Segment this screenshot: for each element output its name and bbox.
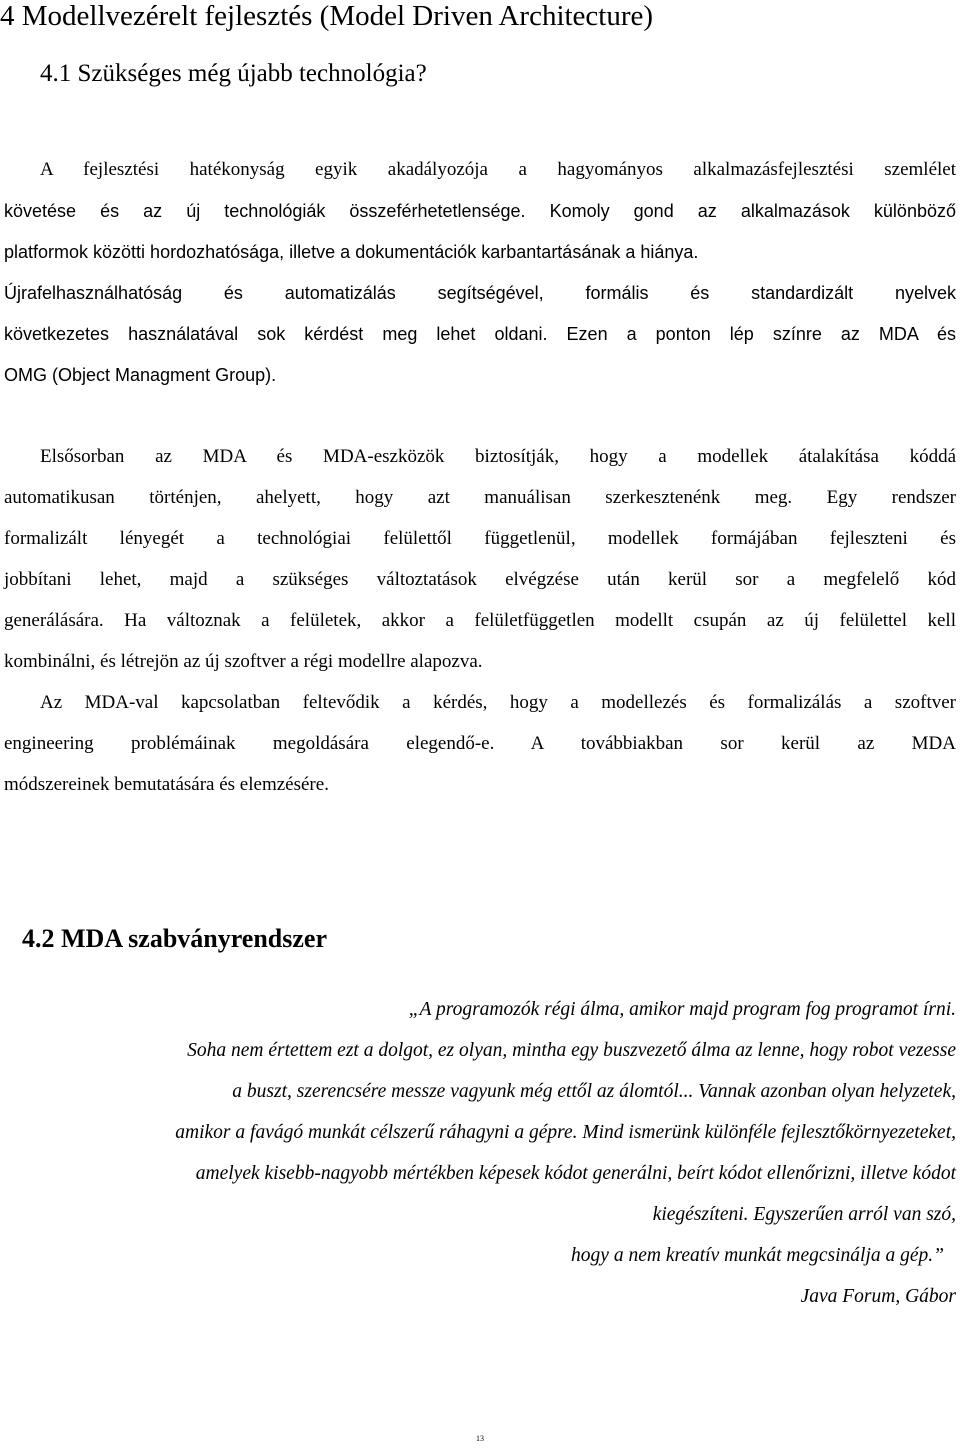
quote-line-2: Soha nem értettem ezt a dolgot, ez olyan, mintha egy buszvezető álma az lenne, hogy robot vezesse <box>187 1040 956 1061</box>
paragraph-3-line-1: Az MDA-val kapcsolatban feltevődik a kérdés, hogy a modellezés és formalizálás a szoftver <box>40 692 956 713</box>
chapter-heading: 4 Modellvezérelt fejlesztés (Model Driven Architecture) <box>0 0 654 32</box>
section-heading-4-2: 4.2 MDA szabványrendszer <box>22 924 328 953</box>
quote-line-5: amelyek kisebb-nagyobb mértékben képesek kódot generálni, beírt kódot ellenőrizni, illetve kódot <box>195 1163 956 1184</box>
paragraph-1-line-1: A fejlesztési hatékonyság egyik akadályozója a hagyományos alkalmazásfejlesztési szemlélet <box>40 159 956 180</box>
paragraph-2-line-6: kombinálni, és létrejön az új szoftver a régi modellre alapozva. <box>4 651 483 672</box>
paragraph-1-line-3: platformok közötti hordozhatósága, illetve a dokumentációk karbantartásának a hiánya. <box>4 242 699 262</box>
paragraph-1-line-4: Újrafelhasználhatóság és automatizálás segítségével, formális és standardizált nyelvek <box>4 283 956 303</box>
paragraph-1-line-2: követése és az új technológiák összeférhetetlensége. Komoly gond az alkalmazások különböző <box>4 201 956 221</box>
paragraph-1-line-5: következetes használatával sok kérdést meg lehet oldani. Ezen a ponton lép színre az MDA és <box>4 324 956 344</box>
paragraph-1-line-6: OMG (Object Managment Group). <box>4 365 277 385</box>
section-heading-4-1: 4.1 Szükséges még újabb technológia? <box>40 60 427 87</box>
quote-line-6: kiegészíteni. Egyszerűen arról van szó, <box>652 1204 956 1225</box>
paragraph-3-line-3: módszereinek bemutatására és elemzésére. <box>4 774 329 795</box>
quote-line-1: „A programozók régi álma, amikor majd program fog programot írni. <box>408 999 956 1020</box>
quote-line-7: hogy a nem kreatív munkát megcsinálja a gép.” <box>571 1245 944 1266</box>
paragraph-2-line-5: generálására. Ha változnak a felületek, akkor a felületfüggetlen modellt csupán az új felülettel kell <box>4 610 956 631</box>
paragraph-2-line-3: formalizált lényegét a technológiai felülettől függetlenül, modellek formájában fejleszteni és <box>4 528 956 549</box>
paragraph-2-line-2: automatikusan történjen, ahelyett, hogy azt manuálisan szerkesztenénk meg. Egy rendszer <box>4 487 956 508</box>
paragraph-2-line-1: Elsősorban az MDA és MDA-eszközök biztosítják, hogy a modellek átalakítása kóddá <box>40 446 956 467</box>
quote-line-4: amikor a favágó munkát célszerű ráhagyni a gépre. Mind ismerünk különféle fejlesztőkörnyezeteket, <box>175 1122 956 1143</box>
paragraph-3-line-2: engineering problémáinak megoldására elegendő-e. A továbbiakban sor kerül az MDA <box>4 733 956 754</box>
quote-attribution: Java Forum, Gábor <box>800 1286 956 1307</box>
page-number: 13 <box>476 1434 484 1443</box>
paragraph-2-line-4: jobbítani lehet, majd a szükséges változtatások elvégzése után kerül sor a megfelelő kód <box>4 569 956 590</box>
quote-line-3: a buszt, szerencsére messze vagyunk még ettől az álomtól... Vannak azonban olyan helyzetek, <box>232 1081 956 1102</box>
